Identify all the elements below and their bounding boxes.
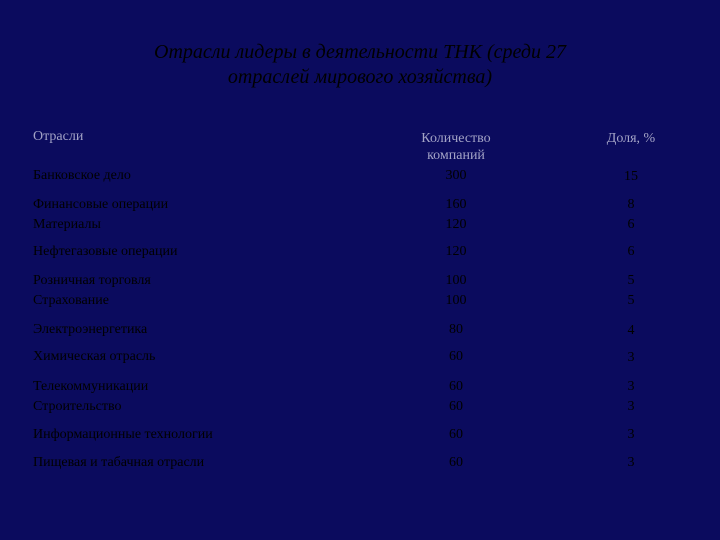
table-row-count: 160 [445, 197, 467, 212]
table-row-sector: Материалы [33, 217, 101, 232]
table-row-count: 100 [445, 273, 467, 288]
table-row-sector: Розничная торговля [33, 273, 151, 288]
table-row-sector: Страхование [33, 293, 109, 308]
table-row-share: 6 [627, 244, 635, 259]
table-row-count: 120 [445, 244, 467, 259]
table-row-count: 60 [449, 455, 463, 470]
table-row-sector: Химическая отрасль [33, 349, 156, 364]
column-header-count [390, 130, 522, 164]
table-row-count: 60 [449, 399, 463, 414]
table-row-sector: Пищевая и табачная отрасли [33, 455, 205, 470]
slide-title-line-2: отраслей мирового хозяйства) [227, 66, 493, 88]
table-row-sector: Информационные технологии [33, 427, 213, 442]
table-row-share: 4 [627, 323, 635, 338]
column-header-count-line-2: компаний [427, 148, 485, 163]
column-header-count-line-1: Количество [421, 131, 491, 146]
table-row-share: 3 [627, 350, 635, 365]
slide-title [60, 40, 660, 90]
table-row-count: 80 [449, 322, 463, 337]
column-header-share: Доля, % [606, 131, 656, 146]
table-row-share: 8 [627, 197, 635, 212]
table-row-share: 3 [627, 427, 635, 442]
table-row-sector: Банковское дело [33, 168, 131, 183]
table-row-share: 5 [627, 273, 635, 288]
slide-title-line-1: Отрасли лидеры в деятельности ТНК (среди 27 [154, 41, 566, 63]
table-row-share: 3 [627, 399, 635, 414]
table-row-share: 5 [627, 293, 635, 308]
table-row-count: 60 [449, 379, 463, 394]
table-row-sector: Телекоммуникации [33, 379, 149, 394]
table-row-count: 300 [445, 168, 467, 183]
table-row-sector: Строительство [33, 399, 122, 414]
table-row-sector: Финансовые операции [33, 197, 169, 212]
table-row-share: 6 [627, 217, 635, 232]
table-row-share: 3 [627, 455, 635, 470]
table-row-share: 3 [627, 379, 635, 394]
table-row-count: 120 [445, 217, 467, 232]
table-row-count: 60 [449, 349, 463, 364]
table-row-sector: Электроэнергетика [33, 322, 148, 337]
table-row-count: 100 [445, 293, 467, 308]
table-row-share: 15 [624, 169, 638, 184]
table-row-sector: Нефтегазовые операции [33, 244, 178, 259]
table-row-count: 60 [449, 427, 463, 442]
column-header-sector: Отрасли [33, 129, 84, 144]
